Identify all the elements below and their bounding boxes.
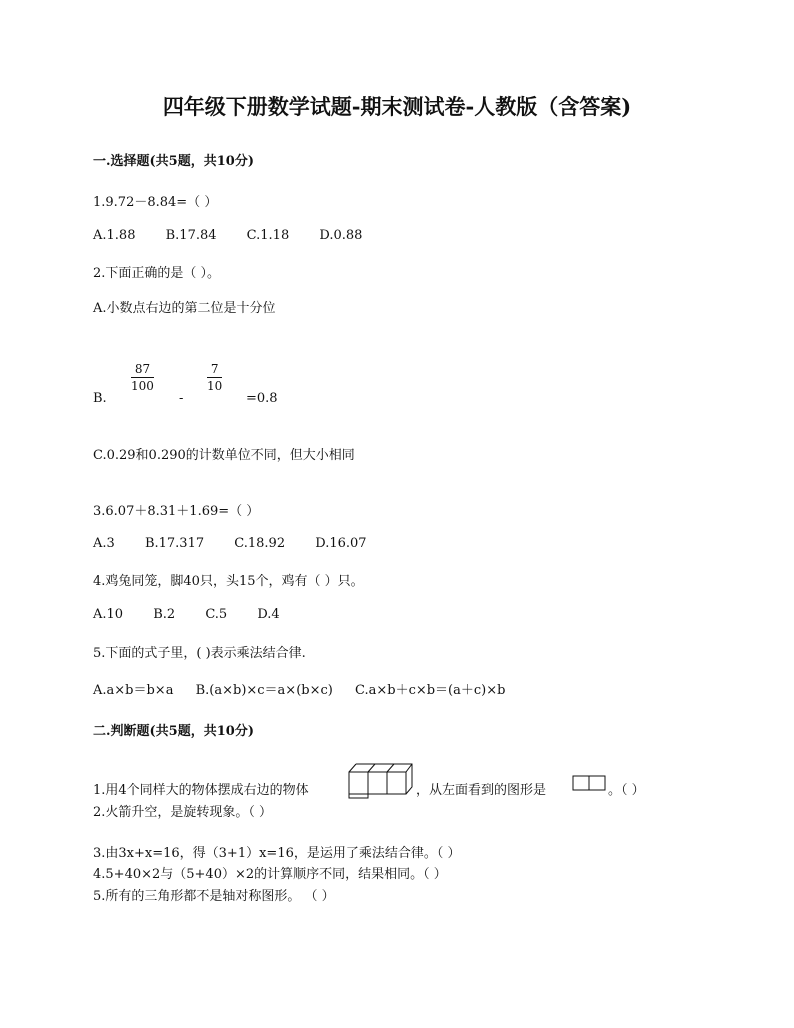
option-c: C.1.18 [246,228,290,243]
question-1-options [93,228,362,243]
option-d: D.4 [257,607,280,622]
fraction-87-100 [131,362,154,393]
judgement-5: 5.所有的三角形都不是轴对称图形。 （ ） [93,889,335,904]
option-b: B.17.317 [144,536,205,551]
option-c: C.18.92 [234,536,286,551]
cube-arrangement-figure [348,763,414,803]
fraction-denominator: 100 [131,379,154,393]
question-2-option-b-label: B. [93,391,107,406]
option-a: A.1.88 [93,228,136,243]
option-b: B.2 [153,607,176,622]
option-c: C.a×b＋c×b＝(a＋c)×b [354,683,506,698]
page-title: 四年级下册数学试题-期末测试卷-人教版（含答案) [162,94,632,119]
section-heading-judgement: 二.判断题(共5题，共10分) [93,724,254,739]
question-2-option-b-result: =0.8 [246,391,278,406]
judgement-3: 3.由3x+x=16，得（3+1）x=16，是运用了乘法结合律。（ ） [93,846,461,861]
section-heading-choice: 一.选择题(共5题，共10分) [93,154,254,169]
option-d: D.16.07 [315,536,367,551]
option-d: D.0.88 [319,228,363,243]
fraction-numerator: 87 [134,362,151,376]
left-view-figure [572,775,608,795]
minus-sign: - [179,391,184,406]
cube-arrangement-svg [348,763,414,799]
left-view-svg [572,775,608,791]
option-a: A.a×b＝b×a [93,683,174,698]
question-5-stem: 5.下面的式子里，( )表示乘法结合律. [93,646,306,661]
question-4-stem: 4.鸡兔同笼，脚40只，头15个，鸡有（ ）只。 [93,574,364,589]
question-3-options [93,536,367,551]
question-4-options [93,607,280,622]
option-c: C.5 [205,607,228,622]
judgement-4: 4.5+40×2与（5+40）×2的计算顺序不同，结果相同。（ ） [93,867,447,882]
option-a: A.10 [93,607,124,622]
option-b: B.(a×b)×c＝a×(b×c) [195,683,333,698]
question-2-option-a: A.小数点右边的第二位是十分位 [93,301,276,316]
question-2-stem: 2.下面正确的是（ ）。 [93,266,221,281]
judgement-1-part2: ，从左面看到的图形是 [416,783,547,798]
fraction-numerator: 7 [210,362,219,376]
question-3-stem: 3.6.07＋8.31＋1.69=（ ） [93,504,260,519]
question-1-stem: 1.9.72－8.84=（ ） [93,195,218,210]
judgement-1-part1: 1.用4个同样大的物体摆成右边的物体 [93,783,309,798]
fraction-7-10 [207,362,222,393]
judgement-1-part3: 。（ ） [608,783,645,798]
question-2-option-c: C.0.29和0.290的计数单位不同，但大小相同 [93,448,355,463]
option-a: A.3 [93,536,115,551]
fraction-bar [207,377,222,378]
judgement-2: 2.火箭升空，是旋转现象。（ ） [93,805,273,820]
fraction-bar [131,377,154,378]
option-b: B.17.84 [165,228,217,243]
question-5-options [93,679,505,698]
fraction-denominator: 10 [207,379,223,393]
